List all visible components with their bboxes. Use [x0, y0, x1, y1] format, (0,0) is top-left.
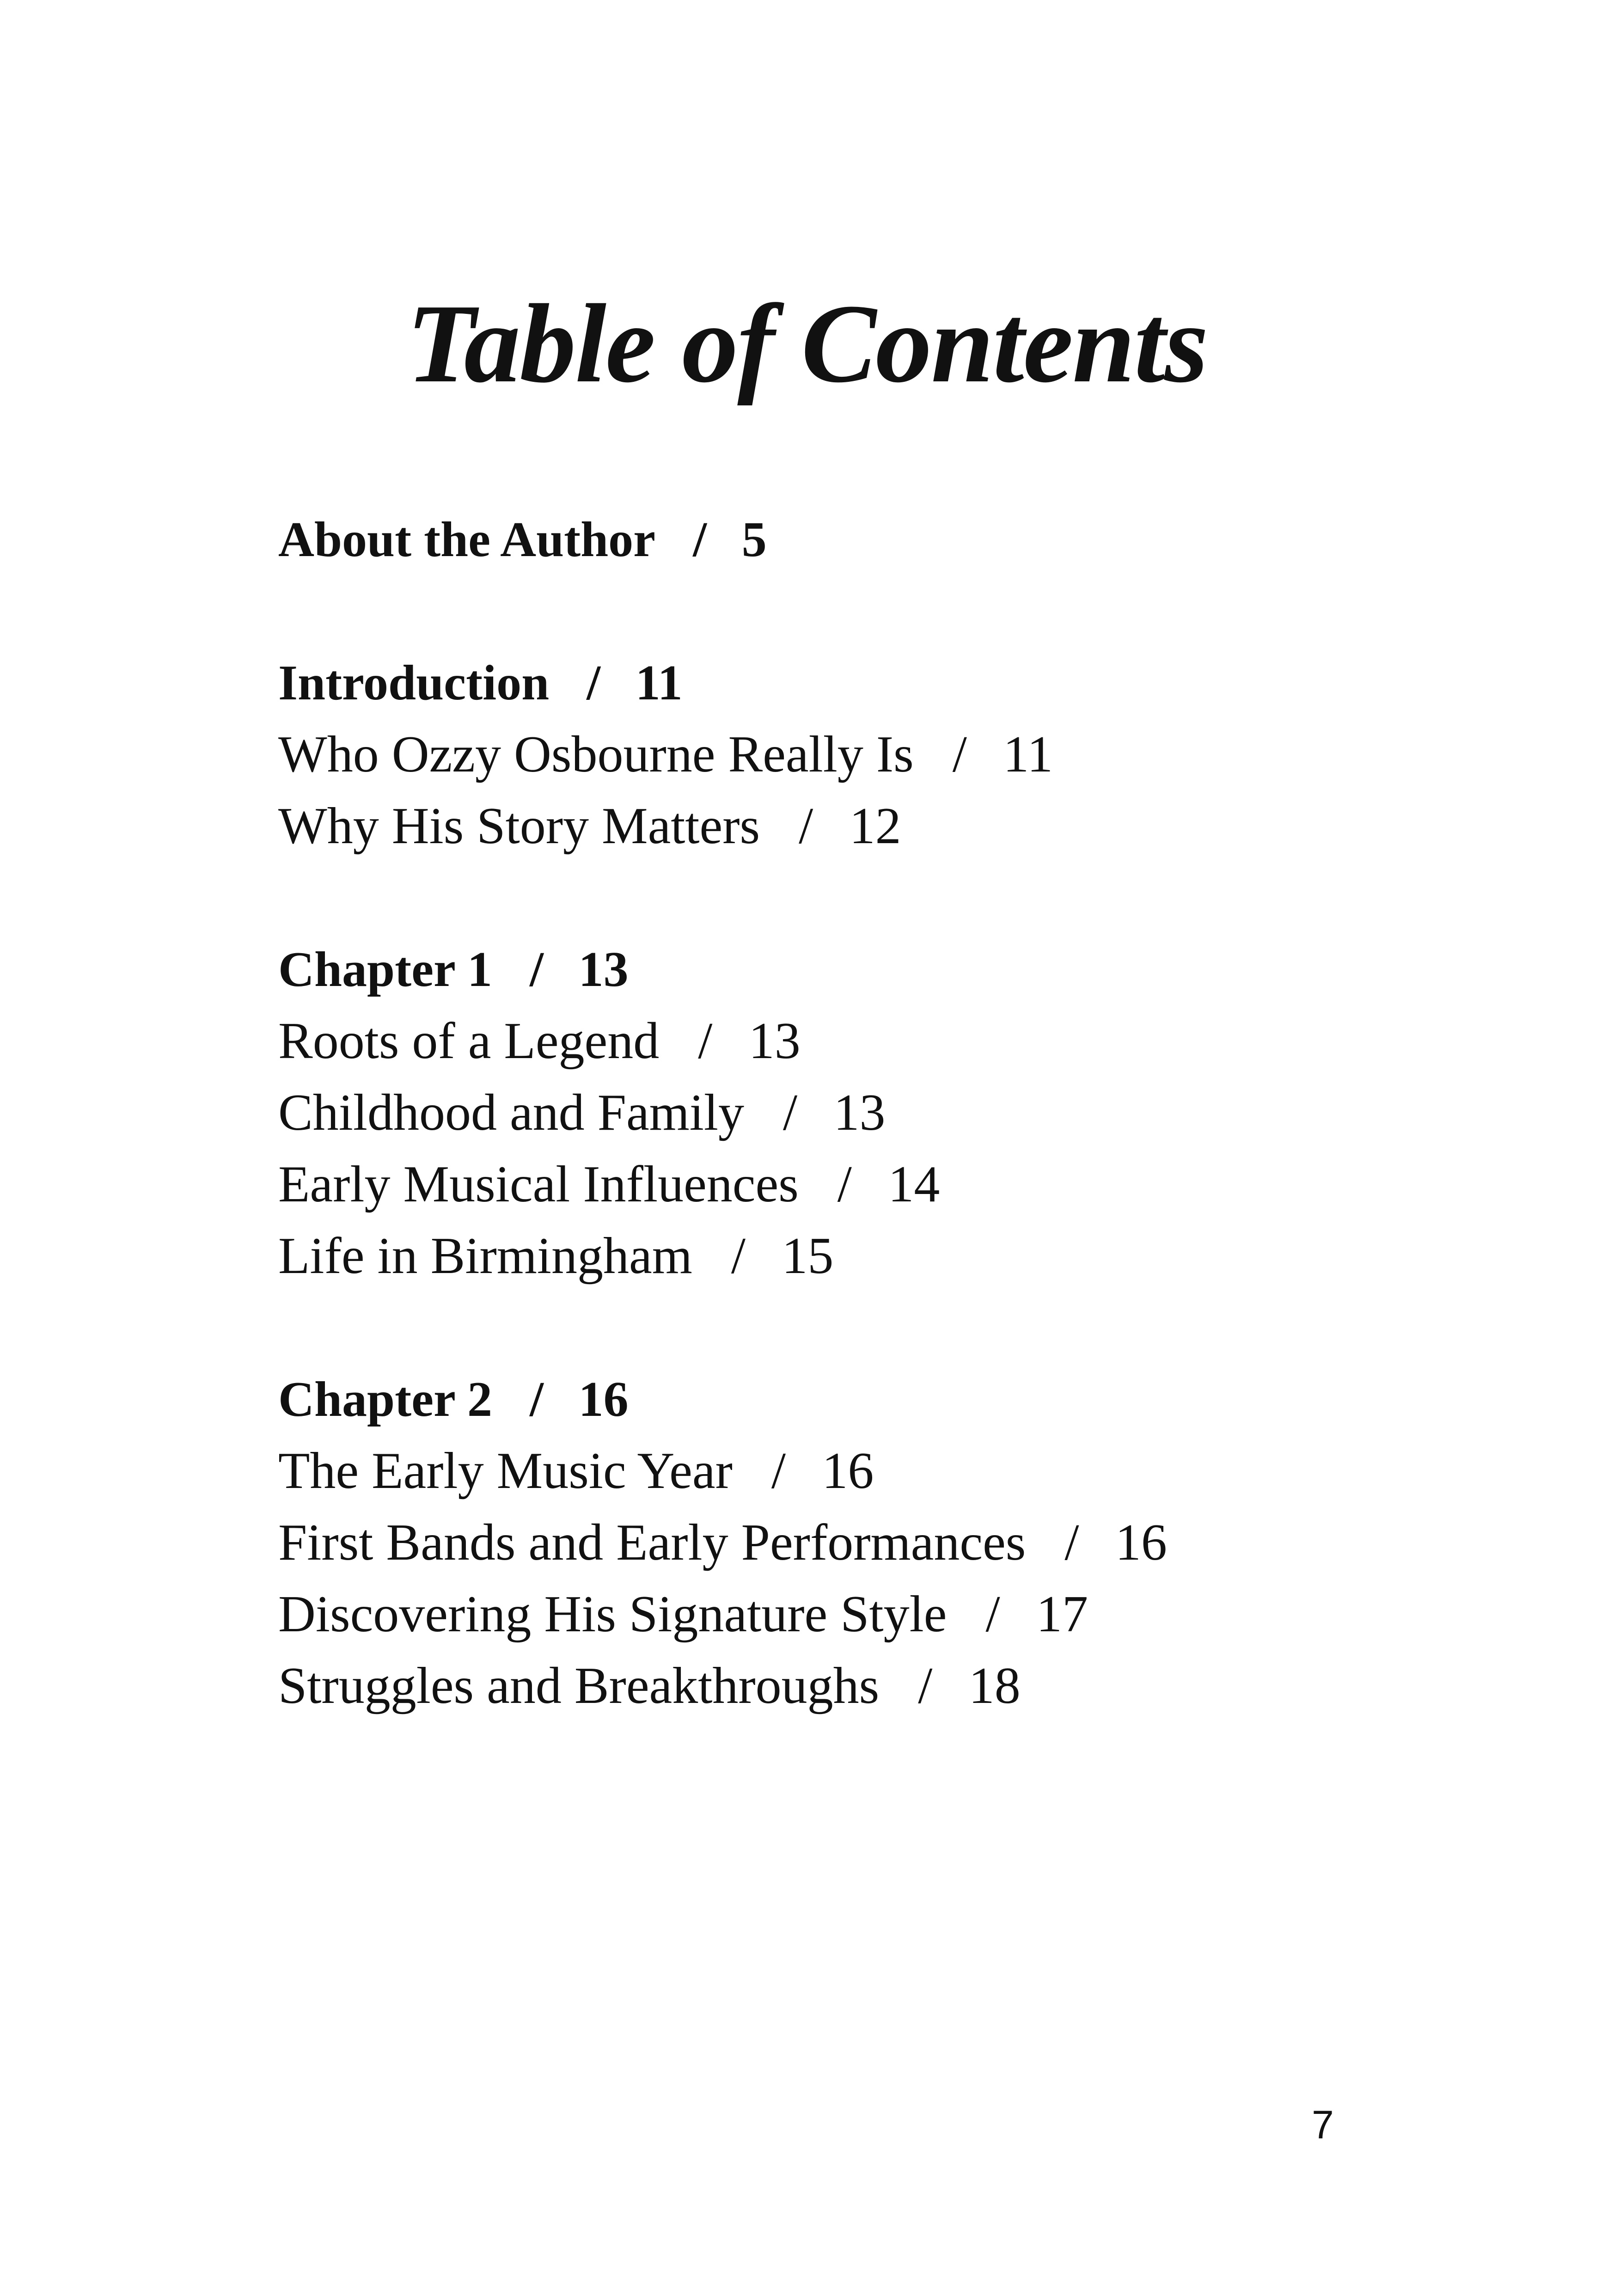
toc-separator: /	[587, 655, 601, 710]
page-number: 7	[1312, 2103, 1334, 2147]
toc-heading-page: 5	[741, 512, 767, 567]
toc-entry[interactable]	[278, 1077, 1526, 1149]
toc-heading[interactable]	[278, 1364, 1526, 1435]
toc-entry-page: 16	[822, 1442, 874, 1500]
toc-entry-label: Childhood and Family	[278, 1084, 744, 1141]
toc-separator: /	[771, 1442, 786, 1500]
toc-separator: /	[698, 1012, 713, 1070]
toc-entry-page: 17	[1036, 1586, 1088, 1643]
toc-entry[interactable]	[278, 1435, 1526, 1507]
toc-separator: /	[1064, 1514, 1079, 1571]
toc-entry-label: Discovering His Signature Style	[278, 1586, 947, 1643]
toc-entry-label: Who Ozzy Osbourne Really Is	[278, 726, 914, 783]
toc-separator: /	[530, 942, 544, 997]
toc-section-introduction	[278, 647, 1526, 862]
toc-entry[interactable]	[278, 1149, 1526, 1220]
toc-separator: /	[530, 1372, 544, 1427]
toc-entry-page: 16	[1115, 1514, 1167, 1571]
toc-entry[interactable]	[278, 790, 1526, 862]
toc-entry[interactable]	[278, 1579, 1526, 1650]
toc-entry[interactable]	[278, 1005, 1526, 1077]
toc-section-about-the-author	[278, 504, 1526, 576]
toc-entry-label: Early Musical Influences	[278, 1156, 799, 1213]
toc-separator: /	[783, 1084, 798, 1141]
toc-heading-label: About the Author	[278, 512, 656, 567]
toc-entry-label: The Early Music Year	[278, 1442, 733, 1500]
table-of-contents	[278, 504, 1526, 1794]
toc-heading-page: 16	[578, 1372, 629, 1427]
toc-entry-page: 15	[782, 1227, 834, 1285]
toc-heading[interactable]	[278, 504, 1526, 576]
toc-separator: /	[799, 797, 813, 855]
toc-entry-label: Life in Birmingham	[278, 1227, 692, 1285]
toc-separator: /	[693, 512, 707, 567]
toc-separator: /	[985, 1586, 1000, 1643]
toc-separator: /	[731, 1227, 746, 1285]
toc-entry-label: Roots of a Legend	[278, 1012, 660, 1070]
page-title: Table of Contents	[406, 281, 1208, 406]
toc-entry-page: 12	[849, 797, 901, 855]
toc-separator: /	[952, 726, 967, 783]
toc-entry-label: Why His Story Matters	[278, 797, 760, 855]
toc-separator: /	[918, 1657, 933, 1714]
toc-entry-label: Struggles and Breakthroughs	[278, 1657, 880, 1714]
toc-section-chapter-2	[278, 1364, 1526, 1722]
toc-heading-page: 13	[578, 942, 629, 997]
toc-entry-label: First Bands and Early Performances	[278, 1514, 1026, 1571]
toc-heading-label: Chapter 1	[278, 942, 493, 997]
toc-entry-page: 14	[888, 1156, 940, 1213]
toc-heading-label: Introduction	[278, 655, 550, 710]
toc-heading[interactable]	[278, 934, 1526, 1005]
toc-entry-page: 13	[833, 1084, 886, 1141]
toc-heading-page: 11	[635, 655, 683, 710]
toc-heading[interactable]	[278, 647, 1526, 719]
toc-section-chapter-1	[278, 934, 1526, 1292]
toc-entry[interactable]	[278, 719, 1526, 790]
toc-entry-page: 18	[968, 1657, 1021, 1714]
toc-heading-label: Chapter 2	[278, 1372, 493, 1427]
toc-entry[interactable]	[278, 1507, 1526, 1579]
toc-entry-page: 13	[748, 1012, 801, 1070]
toc-entry[interactable]	[278, 1650, 1526, 1722]
toc-separator: /	[837, 1156, 852, 1213]
toc-entry-page: 11	[1003, 726, 1053, 783]
toc-entry[interactable]	[278, 1220, 1526, 1292]
